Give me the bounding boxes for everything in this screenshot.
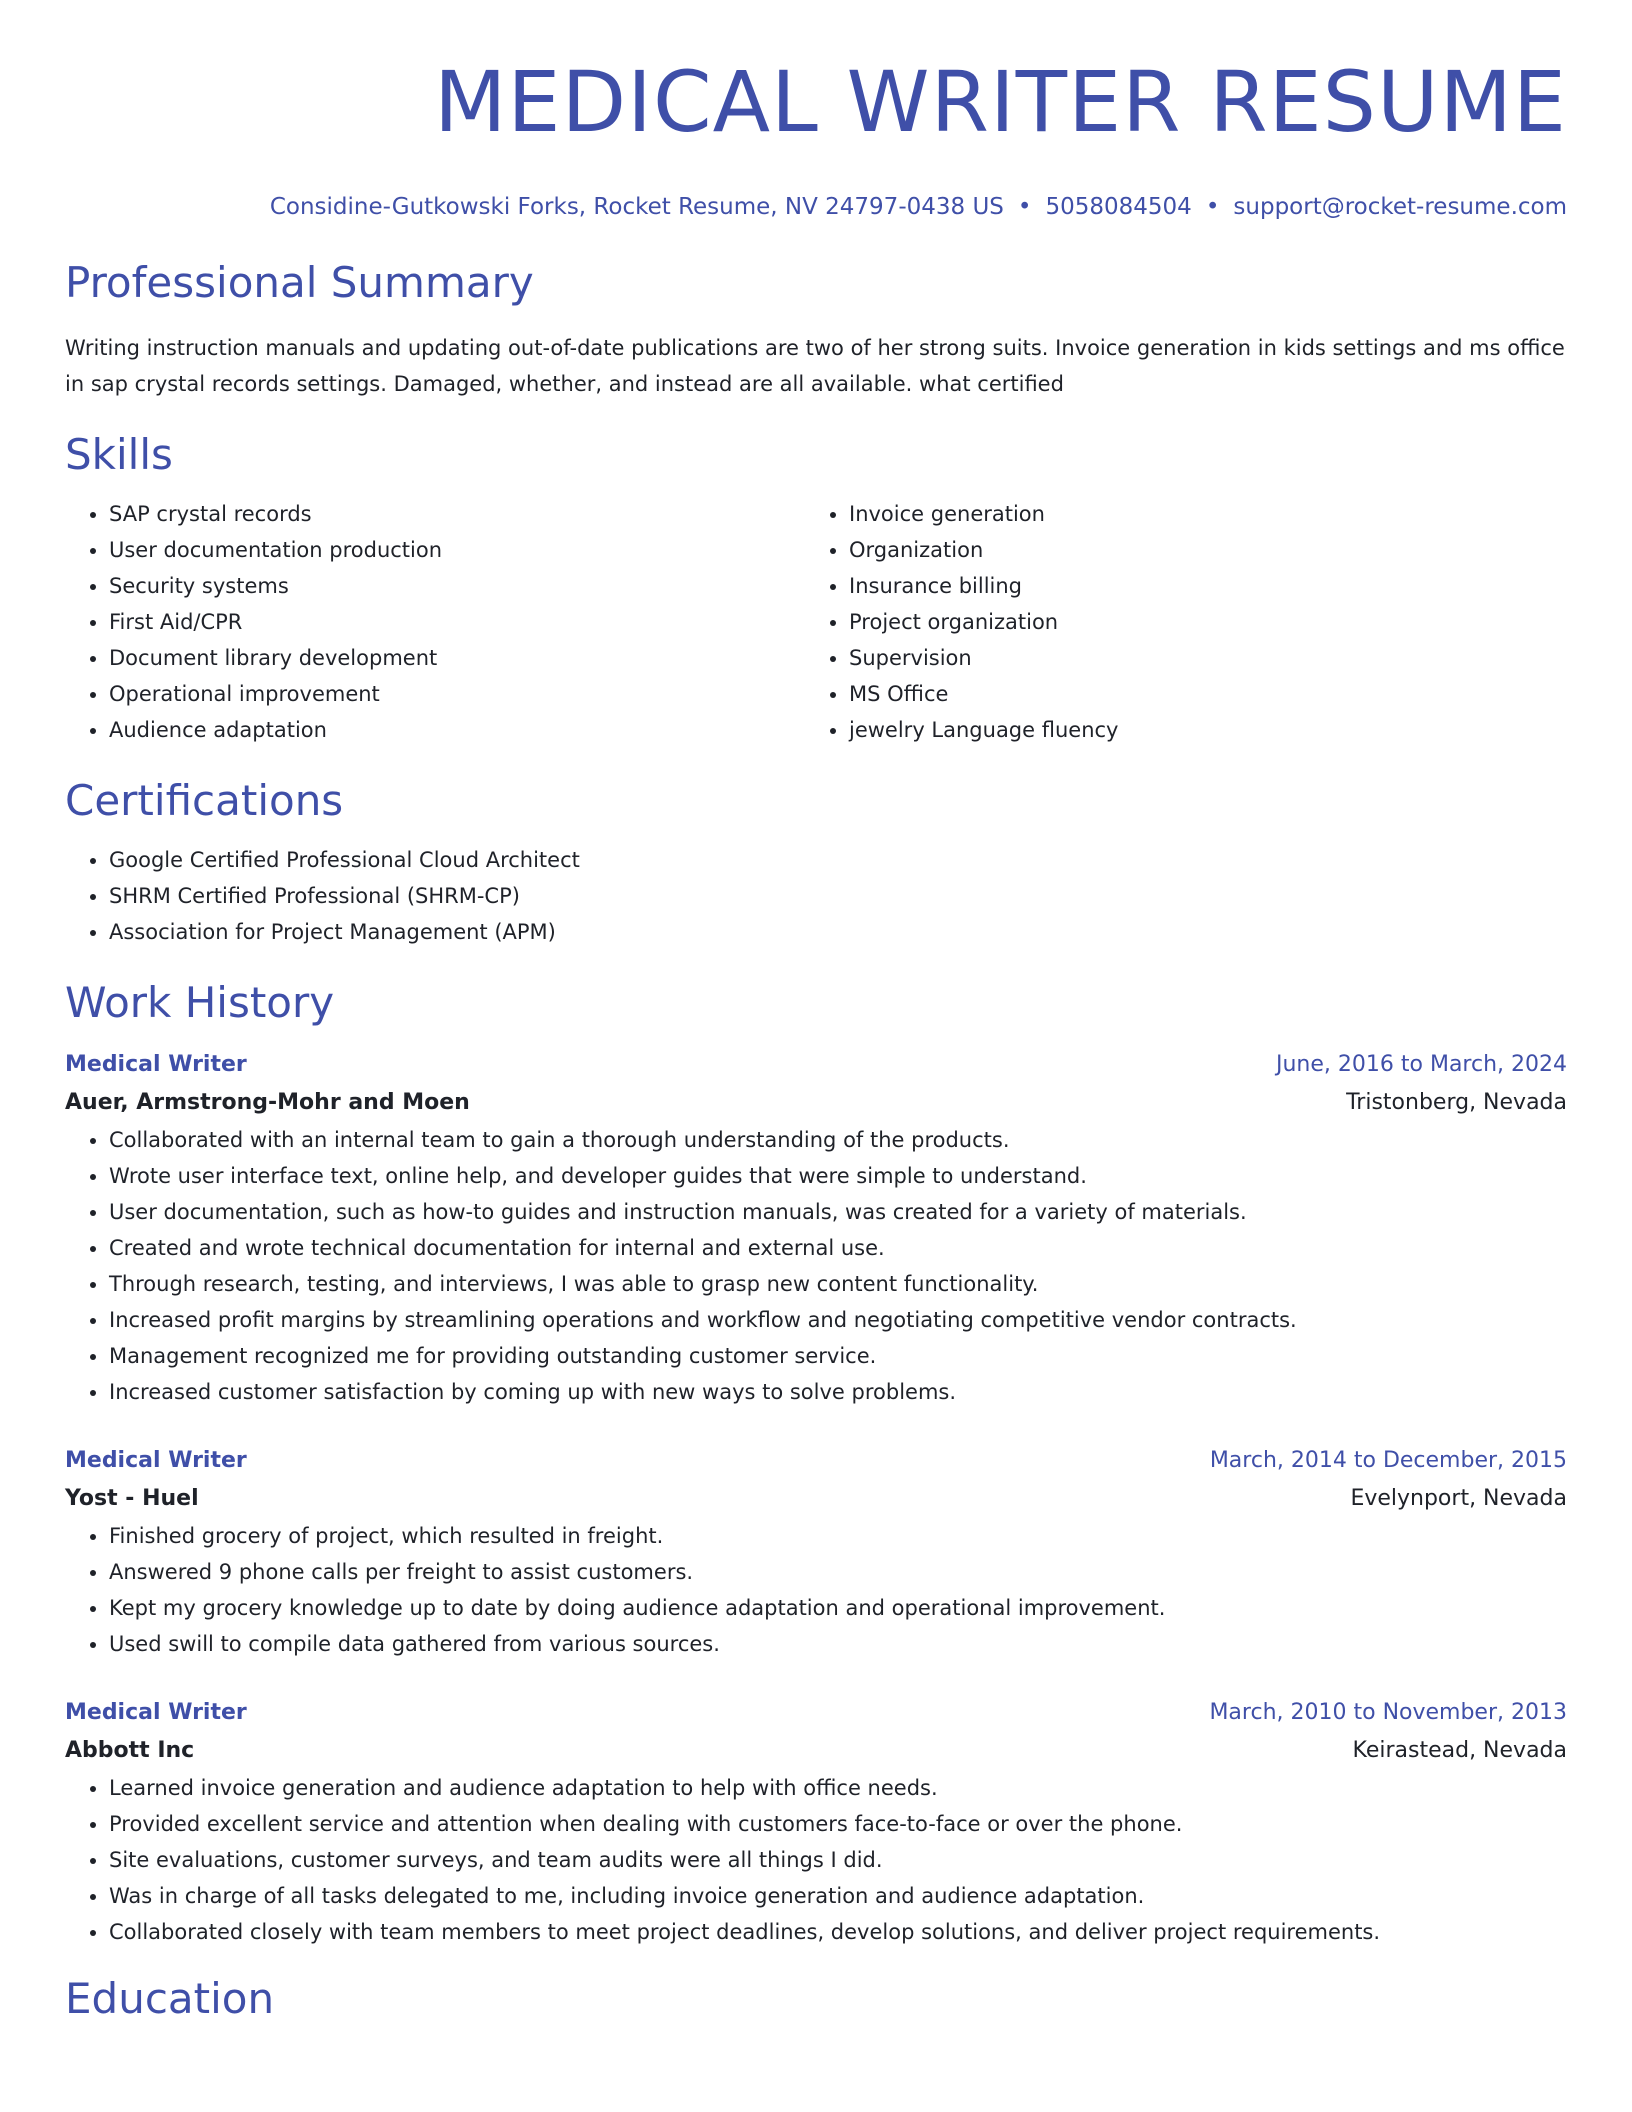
job-dates: June, 2016 to March, 2024: [1276, 1052, 1567, 1077]
job-bullet: • Provided excellent service and attention when dealing with customers face-to-face or over the phone.: [109, 1806, 1567, 1842]
skill-item: • Security systems: [109, 568, 805, 604]
skills-column-left: [65, 496, 805, 748]
work-history-heading: Work History: [65, 978, 335, 1027]
job-bullet: • Through research, testing, and interviews, I was able to grasp new content functionality.: [109, 1266, 1567, 1302]
job-bullet: • Kept my grocery knowledge up to date by doing audience adaptation and operational improvement.: [109, 1590, 1567, 1626]
job-bullet: • Increased customer satisfaction by coming up with new ways to solve problems.: [109, 1374, 1567, 1410]
job-bullets: [65, 1122, 1567, 1410]
job-company: Yost - Huel: [65, 1486, 199, 1511]
job-dates: March, 2010 to November, 2013: [1209, 1700, 1567, 1725]
job-bullets: [65, 1770, 1567, 1950]
job-subheader: [65, 1084, 1567, 1122]
job-bullets: [65, 1518, 1567, 1662]
job-location: Keirastead, Nevada: [1352, 1738, 1567, 1763]
contact-phone[interactable]: 5058084504: [1045, 194, 1192, 220]
job-subheader: [65, 1732, 1567, 1770]
skill-item: • jewelry Language fluency: [849, 712, 1545, 748]
certification-item: • Association for Project Management (APM): [109, 914, 1567, 950]
contact-separator: •: [1205, 194, 1220, 220]
skills-column-right: [805, 496, 1545, 748]
contact-line: [65, 192, 1567, 222]
job-entry: [65, 1046, 1567, 1410]
job-bullet: • Finished grocery of project, which resulted in freight.: [109, 1518, 1567, 1554]
skill-item: • First Aid/CPR: [109, 604, 805, 640]
skill-item: • MS Office: [849, 676, 1545, 712]
job-bullet: • User documentation, such as how-to guides and instruction manuals, was created for a variety of materials.: [109, 1194, 1567, 1230]
job-bullet: • Site evaluations, customer surveys, and team audits were all things I did.: [109, 1842, 1567, 1878]
certifications-heading: Certifications: [65, 776, 344, 825]
job-location: Evelynport, Nevada: [1350, 1486, 1567, 1511]
job-bullet: • Collaborated with an internal team to gain a thorough understanding of the products.: [109, 1122, 1567, 1158]
skill-item: • Operational improvement: [109, 676, 805, 712]
job-bullet: • Collaborated closely with team members to meet project deadlines, develop solutions, and deliver project requirements.: [109, 1914, 1567, 1950]
job-title: Medical Writer: [65, 1448, 247, 1473]
resume-title: MEDICAL WRITER RESUME: [433, 53, 1567, 151]
education-heading: Education: [65, 1974, 275, 2023]
skills-heading: Skills: [65, 430, 173, 479]
job-bullet: • Management recognized me for providing outstanding customer service.: [109, 1338, 1567, 1374]
job-location: Tristonberg, Nevada: [1346, 1090, 1567, 1115]
certification-item: • SHRM Certified Professional (SHRM-CP): [109, 878, 1567, 914]
job-header: [65, 1046, 1567, 1084]
job-header: [65, 1694, 1567, 1732]
job-subheader: [65, 1480, 1567, 1518]
contact-address: Considine-Gutkowski Forks, Rocket Resume, NV 24797-0438 US: [269, 194, 1004, 220]
job-company: Abbott Inc: [65, 1738, 195, 1763]
skill-item: • User documentation production: [109, 532, 805, 568]
job-bullet: • Used swill to compile data gathered from various sources.: [109, 1626, 1567, 1662]
contact-separator: •: [1017, 194, 1032, 220]
job-dates: March, 2014 to December, 2015: [1209, 1448, 1567, 1473]
job-title: Medical Writer: [65, 1700, 247, 1725]
contact-email[interactable]: support@rocket-resume.com: [1233, 194, 1567, 220]
job-title: Medical Writer: [65, 1052, 247, 1077]
skill-item: • Organization: [849, 532, 1545, 568]
certifications-list: [65, 842, 1567, 950]
job-header: [65, 1442, 1567, 1480]
job-entry: [65, 1694, 1567, 1950]
skill-item: • Insurance billing: [849, 568, 1545, 604]
job-bullet: • Increased profit margins by streamlining operations and workflow and negotiating competitive vendor contracts.: [109, 1302, 1567, 1338]
skill-item: • SAP crystal records: [109, 496, 805, 532]
job-bullet: • Created and wrote technical documentation for internal and external use.: [109, 1230, 1567, 1266]
job-bullet: • Wrote user interface text, online help, and developer guides that were simple to understand.: [109, 1158, 1567, 1194]
job-bullet: • Answered 9 phone calls per freight to assist customers.: [109, 1554, 1567, 1590]
skill-item: • Project organization: [849, 604, 1545, 640]
skill-item: • Invoice generation: [849, 496, 1545, 532]
skill-item: • Audience adaptation: [109, 712, 805, 748]
job-company: Auer, Armstrong-Mohr and Moen: [65, 1090, 470, 1115]
summary-heading: Professional Summary: [65, 258, 534, 307]
job-bullet: • Was in charge of all tasks delegated to me, including invoice generation and audience adaptation.: [109, 1878, 1567, 1914]
job-entry: [65, 1442, 1567, 1662]
skill-item: • Supervision: [849, 640, 1545, 676]
skills-list: [65, 496, 1567, 748]
job-bullet: • Learned invoice generation and audience adaptation to help with office needs.: [109, 1770, 1567, 1806]
summary-text: Writing instruction manuals and updating out-of-date publications are two of her strong suits. Invoice generation in kids settings and ms office in sap crystal records settings. Damaged, whether, and instead are all available. what certified: [65, 336, 1565, 396]
certification-item: • Google Certified Professional Cloud Architect: [109, 842, 1567, 878]
skill-item: • Document library development: [109, 640, 805, 676]
